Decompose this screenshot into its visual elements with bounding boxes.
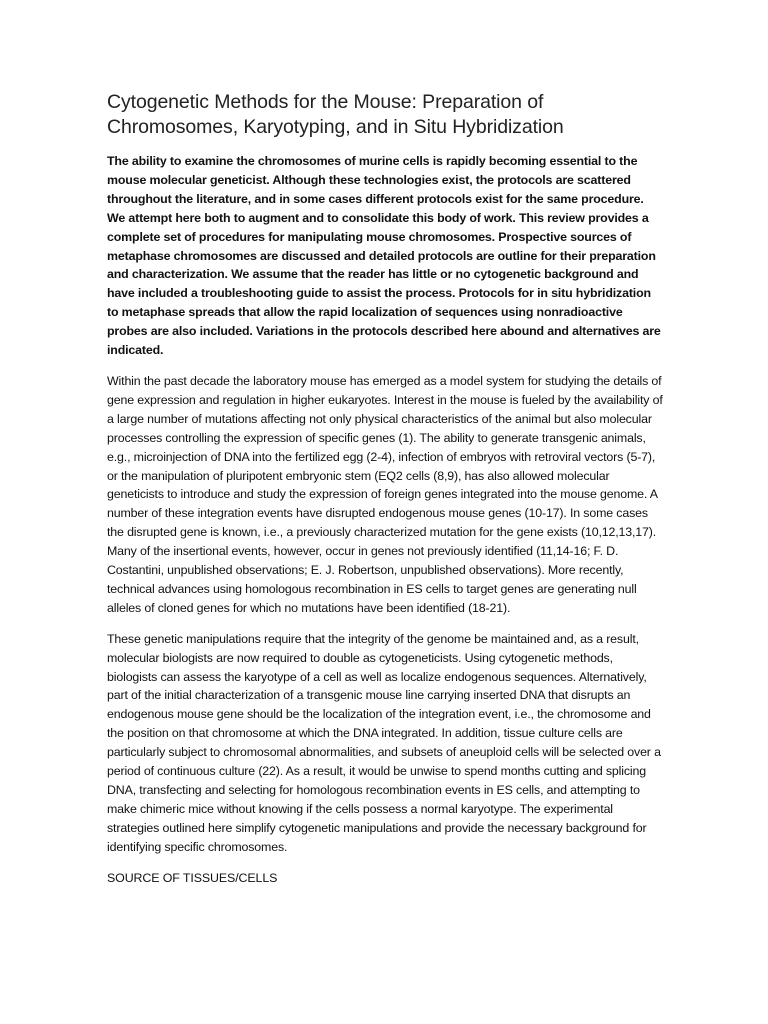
body-paragraph-1: Within the past decade the laboratory mouse has emerged as a model system for studying the details of gene expression and regulation in higher eukaryotes. Interest in the mouse is fueled by the availability of a large number of mutations affecting not only physical characteristics of the animal but also molecular processes controlling the expression of specific genes (1). The ability to generate transgenic animals, e.g., microinjection of DNA into the fertilized egg (2-4), infection of embryos with retroviral vectors (5-7), or the manipulation of pluripotent embryonic stem (EQ2 cells (8,9), has also allowed molecular geneticists to introduce and study the expression of foreign genes integrated into the mouse genome. A number of these integration events have disrupted endogenous mouse genes (10-17). In some cases the disrupted gene is known, i.e., a previously characterized mutation for the gene exists (10,12,13,17). Many of the insertional events, however, occur in genes not previously identified (11,14-16; F. D. Costantini, unpublished observations; E. J. Robertson, unpublished observations). More recently, technical advances using homologous recombination in ES cells to target genes are generating null alleles of cloned genes for which no mutations have been identified (18-21).: [107, 373, 663, 615]
document-title: Cytogenetic Methods for the Mouse: Preparation of Chromosomes, Karyotyping, and in Situ Hybridization: [107, 91, 564, 138]
body-paragraph-2: These genetic manipulations require that the integrity of the genome be maintained and, as a result, molecular biologists are now required to double as cytogeneticists. Using cytogenetic methods, biologists can assess the karyotype of a cell as well as localize endogenous sequences. Alternatively, part of the initial characterization of a transgenic mouse line carrying inserted DNA that disrupts an endogenous mouse gene should be the localization of the integration event, i.e., the chromosome and the position on that chromosome at which the DNA integrated. In addition, tissue culture cells are particularly subject to chromosomal abnormalities, and subsets of aneuploid cells will be selected over a period of continuous culture (22). As a result, it would be unwise to spend months cutting and splicing DNA, transfecting and selecting for homologous recombination events in ES cells, and attempting to make chimeric mice without knowing if the cells possess a normal karyotype. The experimental strategies outlined here simplify cytogenetic manipulations and provide the necessary background for identifying specific chromosomes.: [107, 631, 661, 854]
abstract-paragraph: The ability to examine the chromosomes of murine cells is rapidly becoming essential to the mouse molecular geneticist. Although these technologies exist, the protocols are scattered throughout the literature, and in some cases different protocols exist for the same procedure. We attempt here both to augment and to consolidate this body of work. This review provides a complete set of procedures for manipulating mouse chromosomes. Prospective sources of metaphase chromosomes are discussed and detailed protocols are outline for their preparation and characterization. We assume that the reader has little or no cytogenetic background and have included a troubleshooting guide to assist the process. Protocols for in situ hybridization to metaphase spreads that allow the rapid localization of sequences using nonradioactive probes are also included. Variations in the protocols described here abound and alternatives are indicated.: [107, 154, 661, 358]
section-heading: SOURCE OF TISSUES/CELLS: [107, 870, 278, 885]
document-page: [107, 90, 663, 888]
